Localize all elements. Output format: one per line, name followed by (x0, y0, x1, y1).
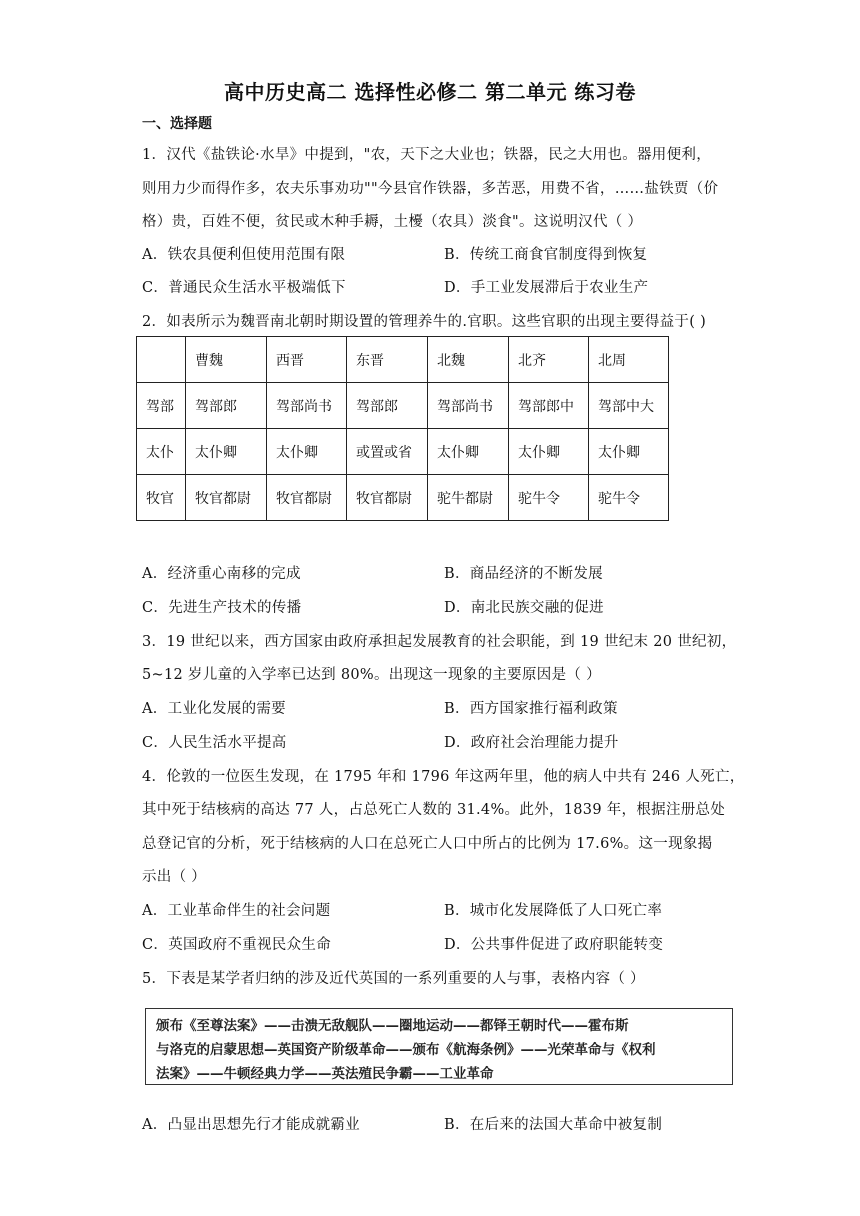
question-3-option-d: D．政府社会治理能力提升 (444, 735, 619, 751)
table-cell: 牧官都尉 (267, 475, 347, 521)
table-cell: 驾部郎中 (509, 383, 589, 429)
question-4-option-c: C．英国政府不重视民众生命 (142, 937, 331, 953)
table-header-row (137, 337, 669, 383)
question-3-option-c: C．人民生活水平提高 (142, 735, 287, 751)
table-cell: 或置或省 (347, 429, 428, 475)
table-row (137, 429, 669, 475)
question-2-line-1: 2．如表所示为魏晋南北朝时期设置的管理养牛的.官职。这些官职的出现主要得益于( ) (142, 314, 707, 330)
table-cell: 驾部郎 (186, 383, 267, 429)
question-4-option-a: A．工业革命伴生的社会问题 (142, 903, 331, 919)
question-1-line-2: 则用力少而得作多，农夫乐事劝功""今县官作铁器，多苦恶，用费不省，……盐铁贾（价 (142, 181, 719, 197)
quote-line: 颁布《至尊法案》——击溃无敌舰队——圈地运动——都铎王朝时代——霍布斯 (156, 1018, 629, 1034)
question-1-option-c: C．普通民众生活水平极端低下 (142, 280, 346, 296)
quote-line: 法案》——牛顿经典力学——英法殖民争霸——工业革命 (156, 1066, 494, 1082)
question-3-line-2: 5~12 岁儿童的入学率已达到 80%。出现这一现象的主要原因是（ ） (142, 667, 601, 683)
table-cell: 驼牛令 (589, 475, 669, 521)
table-cell: 太仆卿 (509, 429, 589, 475)
question-2-option-d: D．南北民族交融的促进 (444, 600, 604, 616)
table-cell: 驾部 (137, 383, 186, 429)
page-title: 高中历史高二 选择性必修二 第二单元 练习卷 (224, 80, 636, 104)
table-cell: 太仆卿 (186, 429, 267, 475)
table-cell: 驾部尚书 (267, 383, 347, 429)
question-1-line-1: 1．汉代《盐铁论·水旱》中提到，"农，天下之大业也；铁器，民之大用也。器用便利， (142, 147, 711, 163)
table-cell: 牧官都尉 (186, 475, 267, 521)
table-cell: 太仆卿 (589, 429, 669, 475)
table-cell: 牧官 (137, 475, 186, 521)
table-cell: 东晋 (347, 337, 428, 383)
quote-line: 与洛克的启蒙思想—英国资产阶级革命——颁布《航海条例》——光荣革命与《权利 (156, 1042, 656, 1058)
table-cell: 曹魏 (186, 337, 267, 383)
table-row (137, 383, 669, 429)
table-cell: 北周 (589, 337, 669, 383)
question-4-line-4: 示出（ ） (142, 869, 207, 885)
question-5-option-b: B．在后来的法国大革命中被复制 (444, 1117, 663, 1133)
question-2-option-a: A．经济重心南移的完成 (142, 566, 301, 582)
question-4-line-3: 总登记官的分析，死于结核病的人口在总死亡人口中所占的比例为 17.6%。这一现象揭 (142, 836, 713, 852)
table-cell: 太仆 (137, 429, 186, 475)
question-3-line-1: 3．19 世纪以来，西方国家由政府承担起发展教育的社会职能，到 19 世纪末 20 世纪初， (142, 634, 737, 650)
table-cell: 驾部中大 (589, 383, 669, 429)
question-3-option-a: A．工业化发展的需要 (142, 701, 286, 717)
question-4-option-d: D．公共事件促进了政府职能转变 (444, 937, 664, 953)
table-cell: 北魏 (428, 337, 509, 383)
question-2-option-b: B．商品经济的不断发展 (444, 566, 603, 582)
official-posts-table (136, 336, 669, 521)
question-2-option-c: C．先进生产技术的传播 (142, 600, 302, 616)
table-cell: 驼牛令 (509, 475, 589, 521)
question-4-line-2: 其中死于结核病的高达 77 人，占总死亡人数的 31.4%。此外，1839 年，根据注册总处 (142, 802, 726, 818)
question-5-line-1: 5．下表是某学者归纳的涉及近代英国的一系列重要的人与事，表格内容（ ） (142, 971, 645, 987)
question-1-option-a: A．铁农具便利但使用范围有限 (142, 247, 346, 263)
question-5-option-a: A．凸显出思想先行才能成就霸业 (142, 1117, 360, 1133)
quote-box (145, 1008, 733, 1085)
question-1-option-d: D．手工业发展滞后于农业生产 (444, 280, 649, 296)
question-1-line-3: 格）贵，百姓不便，贫民或木种手耨，土櫌（农具）淡食"。这说明汉代（ ） (142, 214, 643, 230)
question-4-line-1: 4．伦敦的一位医生发现，在 1795 年和 1796 年这两年里，他的病人中共有 246 人死亡， (142, 769, 745, 785)
table-cell: 驼牛都尉 (428, 475, 509, 521)
section-heading: 一、选择题 (142, 116, 212, 132)
table-cell: 牧官都尉 (347, 475, 428, 521)
table-cell: 太仆卿 (428, 429, 509, 475)
table-row (137, 475, 669, 521)
table-cell: 驾部郎 (347, 383, 428, 429)
table-cell: 西晋 (267, 337, 347, 383)
table-cell: 北齐 (509, 337, 589, 383)
table-cell: 驾部尚书 (428, 383, 509, 429)
table-cell: 太仆卿 (267, 429, 347, 475)
question-4-option-b: B．城市化发展降低了人口死亡率 (444, 903, 663, 919)
question-1-option-b: B．传统工商食官制度得到恢复 (444, 247, 648, 263)
question-3-option-b: B．西方国家推行福利政策 (444, 701, 618, 717)
table-cell (137, 337, 186, 383)
